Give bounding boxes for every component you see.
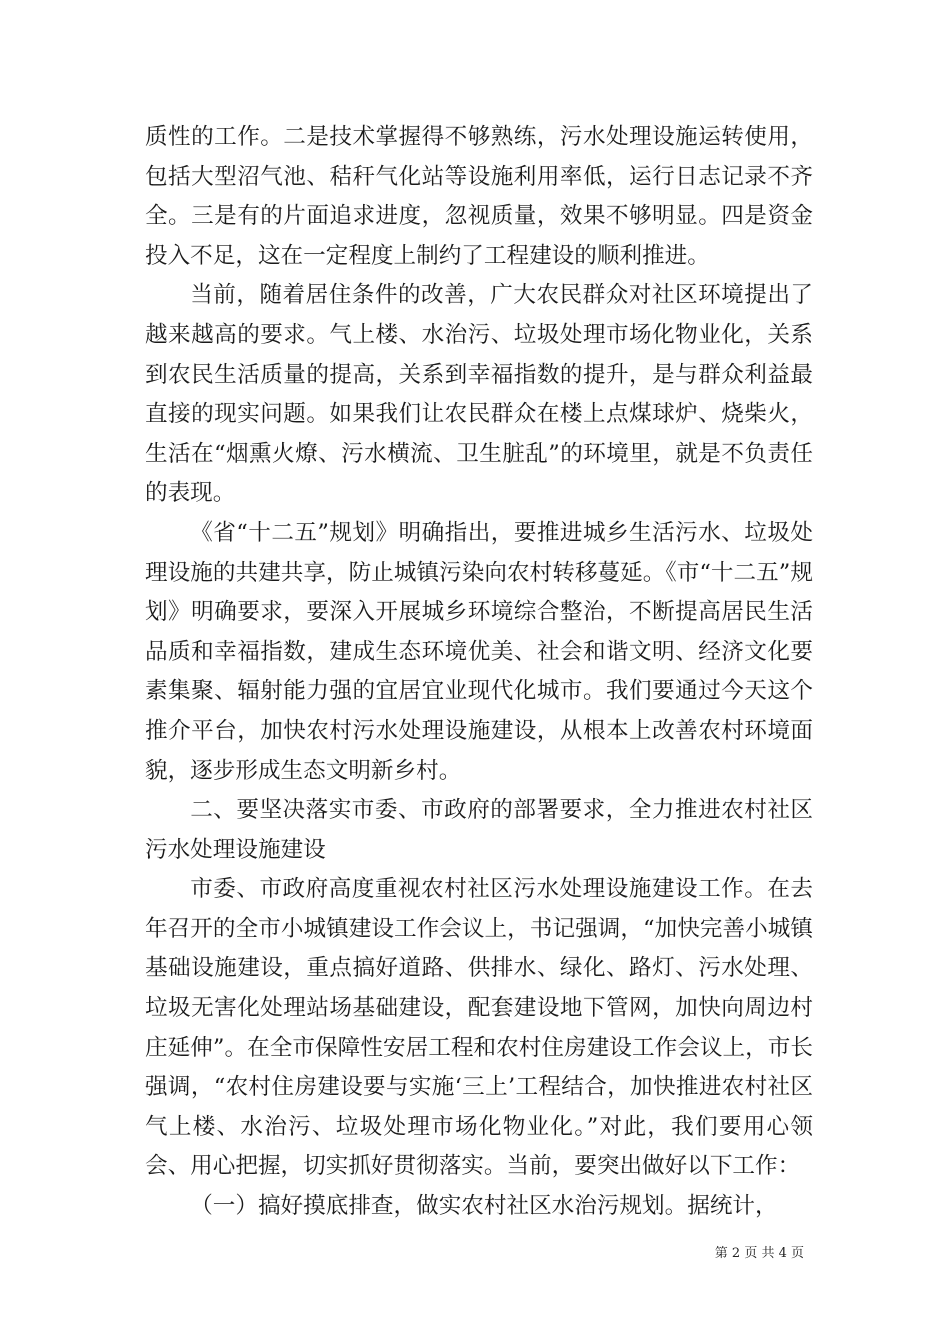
- paragraph-municipal-requirements: 市委、市政府高度重视农村社区污水处理设施建设工作。在去年召开的全市小城镇建设工作会议上，书记强调，“加快完善小城镇基础设施建设，重点搞好道路、供排水、绿化、路灯、污水处理、垃圾无害化处理站场基础建设，配套建设地下管网，加快向周边村庄延伸”。在全市保障性安居工程和农村住房建设工作会议上，市长强调，“农村住房建设要与实施‘三上’工程结合，加快推进农村社区气上楼、水治污、垃圾处理市场化物业化。”对此，我们要用心领会、用心把握，切实抓好贯彻落实。当前，要突出做好以下工作：: [145, 876, 813, 1180]
- section-heading-two: 二、要坚决落实市委、市政府的部署要求，全力推进农村社区污水处理设施建设: [145, 797, 813, 863]
- subsection-heading-one: （一）搞好摸底排查，做实农村社区水治污规划。据统计，: [190, 1193, 778, 1220]
- paragraph-continuation: 质性的工作。二是技术掌握得不够熟练，污水处理设施运转使用，包括大型沼气池、秸秆气化站等设施利用率低，运行日志记录不齐全。三是有的片面追求进度，忽视质量，效果不够明显。四是资金投入不足，这在一定程度上制约了工程建设的顺利推进。: [145, 124, 813, 269]
- document-body: [145, 118, 813, 1227]
- paragraph-current-situation: 当前，随着居住条件的改善，广大农民群众对社区环境提出了越来越高的要求。气上楼、水治污、垃圾处理市场化物业化，关系到农民生活质量的提高，关系到幸福指数的提升，是与群众利益最直接的现实问题。如果我们让农民群众在楼上点煤球炉、烧柴火，生活在“烟熏火燎、污水横流、卫生脏乱”的环境里，就是不负责任的表现。: [145, 282, 813, 507]
- paragraph-planning: 《省“十二五”规划》明确指出，要推进城乡生活污水、垃圾处理设施的共建共享，防止城镇污染向农村转移蔓延。《市“十二五”规划》明确要求，要深入开展城乡环境综合整治，不断提高居民生活品质和幸福指数，建成生态环境优美、社会和谐文明、经济文化要素集聚、辐射能力强的宜居宜业现代化城市。我们要通过今天这个推介平台，加快农村污水处理设施建设，从根本上改善农村环境面貌，逐步形成生态文明新乡村。: [145, 519, 813, 784]
- page-number-footer: 第 2 页 共 4 页: [714, 1246, 804, 1261]
